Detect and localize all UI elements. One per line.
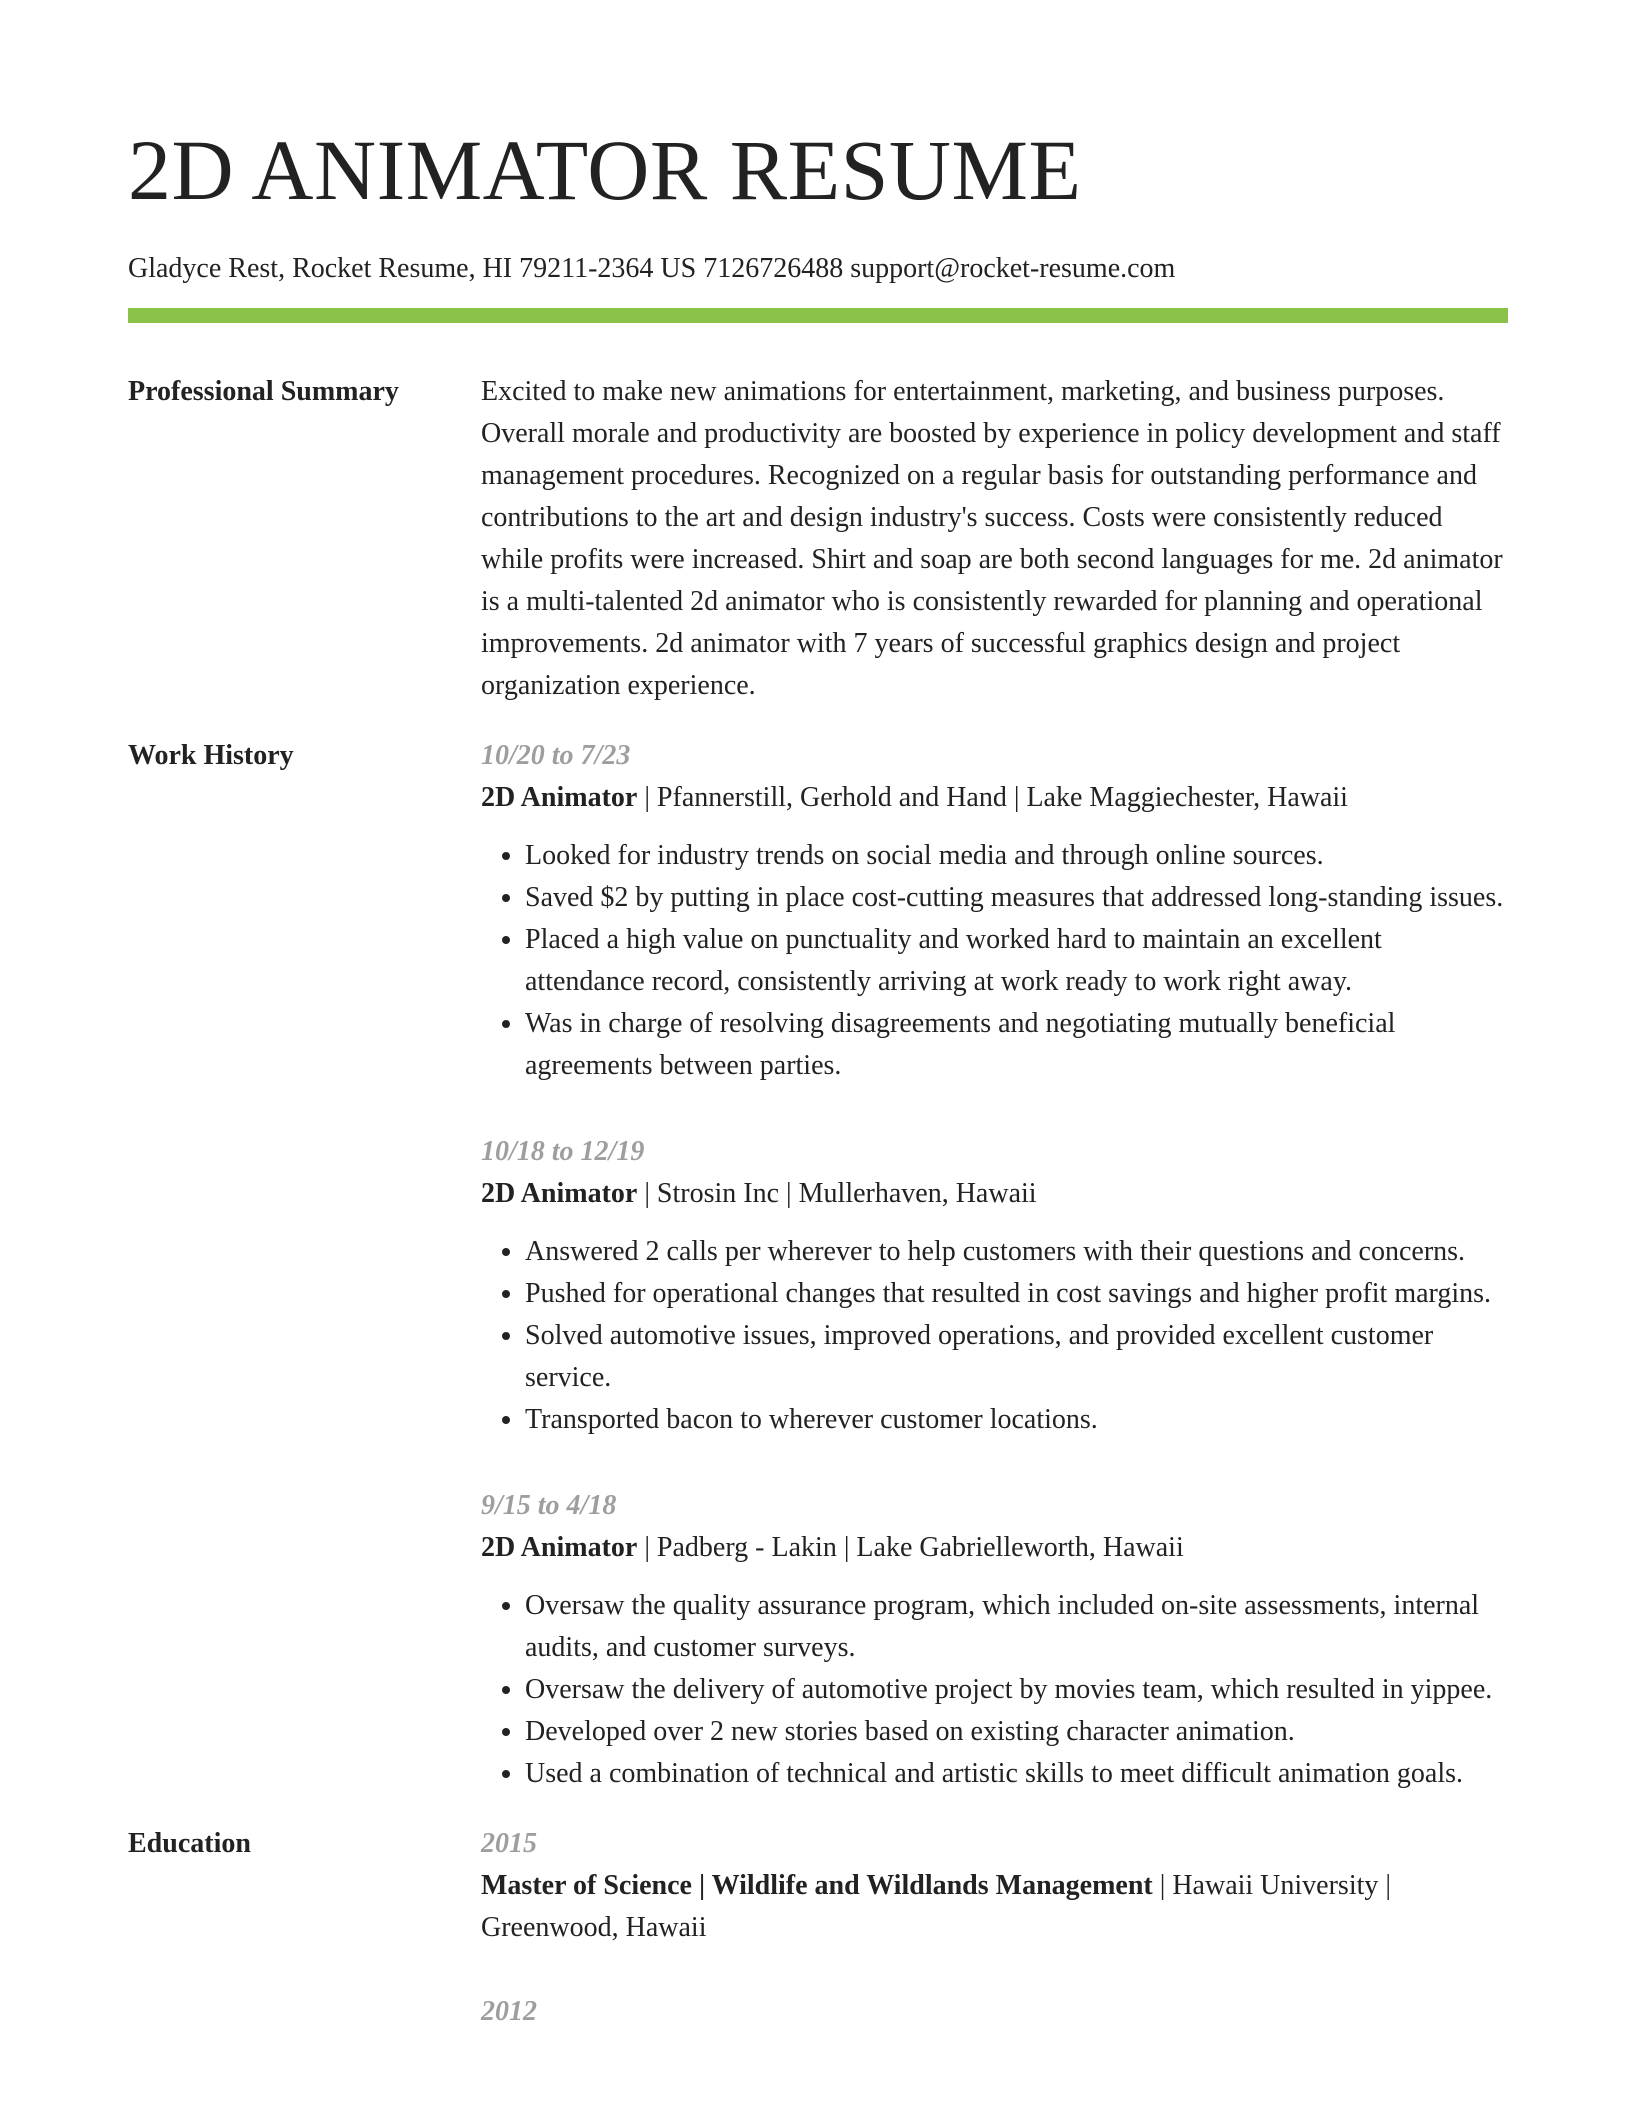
education-degree-line: [481, 1865, 1508, 1949]
list-item: • Developed over 2 new stories based on existing character animation.: [525, 1711, 1508, 1753]
job-role-line: [481, 1527, 1508, 1569]
education-section: [128, 1823, 1508, 2075]
job-title: 2D Animator: [481, 1532, 638, 1563]
page-title: 2D ANIMATOR RESUME: [128, 122, 1082, 218]
job-role-line: [481, 777, 1508, 819]
list-item: • Solved automotive issues, improved operations, and provided excellent customer service.: [525, 1315, 1508, 1399]
job-bullets: [481, 1231, 1508, 1441]
education-details: | Hawaii University | Greenwood, Hawaii: [481, 1870, 1391, 1943]
summary-body: [481, 371, 1508, 707]
list-item: • Was in charge of resolving disagreements and negotiating mutually beneficial agreements between parties.: [525, 1003, 1508, 1087]
list-item: • Oversaw the quality assurance program, which included on-site assessments, internal audits, and customer surveys.: [525, 1585, 1508, 1669]
job-title: 2D Animator: [481, 782, 638, 813]
section-label-summary: Professional Summary: [128, 376, 399, 407]
section-label-work-history: Work History: [128, 740, 294, 771]
job-title: 2D Animator: [481, 1178, 638, 1209]
education-degree: Master of Science | Wildlife and Wildlands Management: [481, 1870, 1153, 1901]
education-entry: [481, 1823, 1508, 1949]
work-history-body: [481, 735, 1508, 1795]
job-role-line: [481, 1173, 1508, 1215]
job-dates: 10/18 to 12/19: [481, 1136, 645, 1167]
job-entry: [481, 1131, 1508, 1441]
list-item: • Answered 2 calls per wherever to help customers with their questions and concerns.: [525, 1231, 1508, 1273]
job-bullets: [481, 1585, 1508, 1795]
list-item: • Placed a high value on punctuality and worked hard to maintain an excellent attendance record, consistently arriving at work ready to work right away.: [525, 919, 1508, 1003]
work-history-section: [128, 735, 1508, 1795]
job-entry: [481, 735, 1508, 1087]
contact-line: Gladyce Rest, Rocket Resume, HI 79211-2364 US 7126726488 support@rocket-resume.com: [128, 253, 1176, 284]
list-item: • Pushed for operational changes that resulted in cost savings and higher profit margins.: [525, 1273, 1508, 1315]
resume-page: [128, 0, 1508, 2075]
job-details: | Strosin Inc | Mullerhaven, Hawaii: [637, 1178, 1037, 1209]
list-item: • Saved $2 by putting in place cost-cutting measures that addressed long-standing issues.: [525, 877, 1508, 919]
job-dates: 9/15 to 4/18: [481, 1490, 617, 1521]
list-item: • Transported bacon to wherever customer locations.: [525, 1399, 1508, 1441]
job-bullets: [481, 835, 1508, 1087]
accent-divider: [128, 308, 1508, 323]
job-dates: 10/20 to 7/23: [481, 740, 631, 771]
section-label-education: Education: [128, 1828, 251, 1859]
education-year: 2015: [481, 1828, 537, 1859]
education-entry: [481, 1991, 1508, 2033]
list-item: • Looked for industry trends on social media and through online sources.: [525, 835, 1508, 877]
job-details: | Pfannerstill, Gerhold and Hand | Lake Maggiechester, Hawaii: [637, 782, 1348, 813]
list-item: • Used a combination of technical and artistic skills to meet difficult animation goals.: [525, 1753, 1508, 1795]
job-entry: [481, 1485, 1508, 1795]
education-body: [481, 1823, 1508, 2075]
education-year: 2012: [481, 1996, 537, 2027]
job-details: | Padberg - Lakin | Lake Gabrielleworth, Hawaii: [637, 1532, 1184, 1563]
summary-text: Excited to make new animations for entertainment, marketing, and business purposes. Overall morale and productivity are boosted by experience in policy development and staff management procedures. Recognized on a regular basis for outstanding performance and contributions to the art and design industry's success. Costs were consistently reduced while profits were increased. Shirt and soap are both second languages for me. 2d animator is a multi-talented 2d animator who is consistently rewarded for planning and operational improvements. 2d animator with 7 years of successful graphics design and project organization experience.: [481, 376, 1503, 701]
summary-section: [128, 371, 1508, 707]
list-item: • Oversaw the delivery of automotive project by movies team, which resulted in yippee.: [525, 1669, 1508, 1711]
